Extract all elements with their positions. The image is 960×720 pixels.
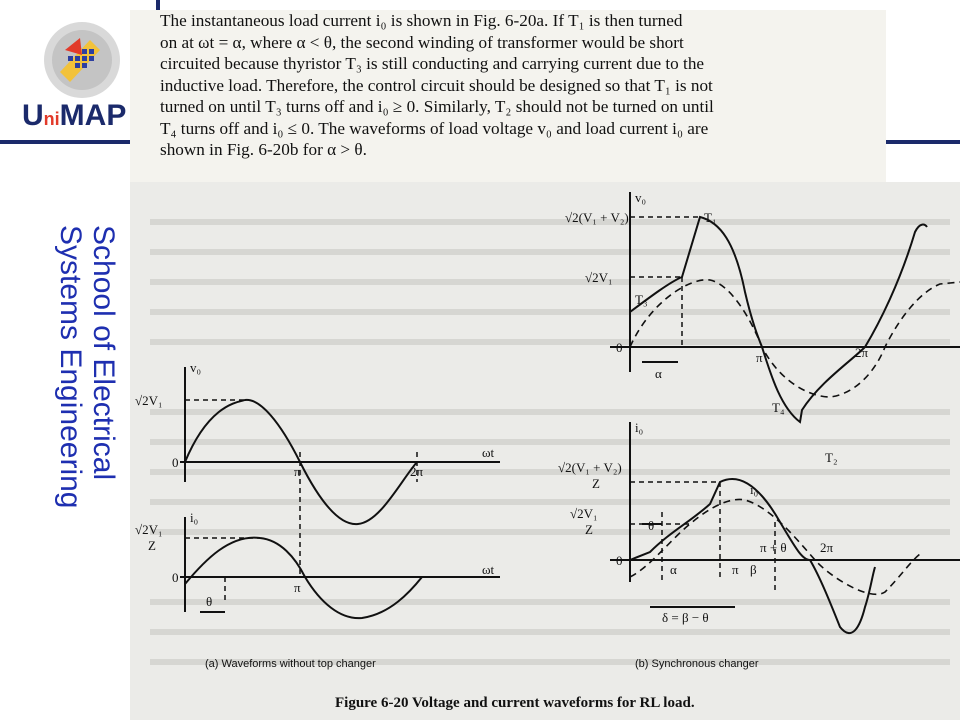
panel-b-v-peak-sum: √2(V₁ + V₂) <box>565 210 629 225</box>
panel-b-T4: T₄ <box>772 400 785 415</box>
school-title: School of Electrical Systems Engineering <box>54 225 120 509</box>
panel-b-i-origin: 0 <box>616 553 623 568</box>
panel-b-voltage-dashed <box>630 280 960 397</box>
panel-b-pi-plus-theta: π + θ <box>760 540 787 555</box>
panel-a-wt: ωt <box>482 445 495 460</box>
panel-a-i-peak-num: √2V₁ <box>135 522 163 537</box>
panel-a-i-pi: π <box>294 580 301 595</box>
panel-b-i-peak-1-den: Z <box>585 522 593 537</box>
panel-b-subcaption: (b) Synchronous changer <box>635 658 759 670</box>
panel-b-i-2pi: 2π <box>820 540 834 555</box>
panel-a-i-wt: ωt <box>482 562 495 577</box>
panel-a-origin: 0 <box>172 455 179 470</box>
panel-b-i0: i₀ <box>750 482 759 497</box>
panel-b-origin: 0 <box>616 340 623 355</box>
text-line: T₄ turns off and i₀ ≤ 0. The waveforms of load voltage v₀ and load current i₀ are <box>160 118 709 138</box>
logo-text: UniMAP <box>22 99 127 132</box>
panel-b-T3: T₃ <box>635 292 648 307</box>
panel-b-theta: θ <box>648 518 655 533</box>
panel-b-T2: T₂ <box>825 450 838 465</box>
panel-b-i-peak-sum-den: Z <box>592 476 600 491</box>
panel-a-i-origin: 0 <box>172 570 179 585</box>
panel-b-i-peak-1-num: √2V₁ <box>570 506 598 521</box>
panel-b-i-axis-label: i₀ <box>635 420 644 435</box>
panel-a-v-axis-label: v₀ <box>190 360 202 375</box>
panel-b-T1: T₁ <box>704 210 717 225</box>
panel-a-i-peak-den: Z <box>148 538 156 553</box>
panel-a-i-axis-label: i₀ <box>190 510 199 525</box>
text-line: The instantaneous load current i₀ is shown in Fig. 6-20a. If T₁ is then turned <box>160 11 683 30</box>
text-line: on at ωt = α, where α < θ, the second winding of transformer would be short <box>160 32 684 52</box>
figure-scan <box>130 182 960 720</box>
panel-b-delta: δ = β − θ <box>662 610 709 625</box>
horizontal-rule-right <box>886 140 960 144</box>
panel-a-v-peak-label: √2V₁ <box>135 393 163 408</box>
panel-b-v-peak-1: √2V₁ <box>585 270 613 285</box>
panel-b-i-pi: π <box>732 562 739 577</box>
textbook-excerpt <box>130 10 886 182</box>
panel-b-2pi: 2π <box>855 345 869 360</box>
horizontal-rule-left <box>0 140 130 144</box>
panel-b-pi: π <box>756 350 763 365</box>
text-line: circuited because thyristor T₃ is still conducting and carrying current due to the <box>160 54 705 73</box>
text-line: turned on until T₃ turns off and i₀ ≥ 0. Similarly, T₂ should not be turned on until <box>160 97 714 116</box>
figure-caption: Figure 6-20 Voltage and current waveforms for RL load. <box>335 695 695 711</box>
bleed-through-text <box>150 222 950 662</box>
panel-b-v-axis-label: v₀ <box>635 190 647 205</box>
panel-a-theta: θ <box>206 594 213 609</box>
text-line: inductive load. Therefore, the control circuit should be designed so that T₁ is not <box>160 75 713 95</box>
panel-a-subcaption: (a) Waveforms without top changer <box>205 658 376 670</box>
panel-a-pi: π <box>294 464 301 479</box>
panel-b-voltage-wave <box>630 217 927 422</box>
unimap-logo <box>20 10 135 140</box>
text-line: shown in Fig. 6-20b for α > θ. <box>160 140 367 159</box>
panel-b-i-peak-sum-num: √2(V₁ + V₂) <box>558 460 622 475</box>
panel-b-beta: β <box>750 562 757 577</box>
panel-b-alpha: α <box>655 366 662 381</box>
panel-a-2pi: 2π <box>410 464 424 479</box>
panel-b-i-alpha: α <box>670 562 677 577</box>
panel-a <box>180 367 500 618</box>
